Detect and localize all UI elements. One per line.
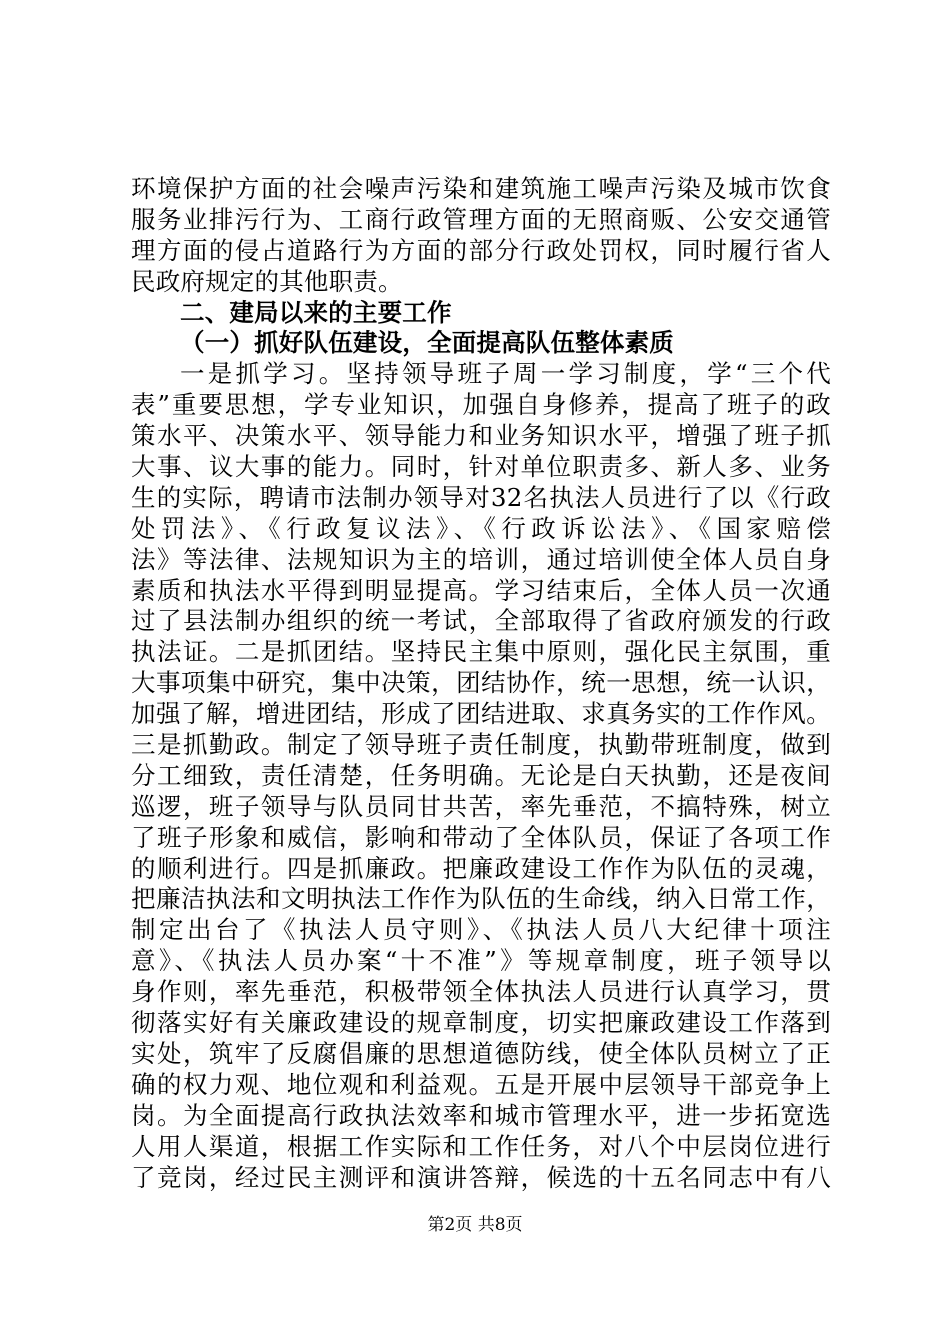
intro-paragraph xyxy=(131,174,831,298)
text-line: 服务业排污行为、工商行政管理方面的无照商贩、公安交通管 xyxy=(131,204,831,234)
text-line: 执法证。二是抓团结。坚持民主集中原则，强化民主氛围，重 xyxy=(131,637,831,667)
text-line: 大事、议大事的能力。同时，针对单位职责多、新人多、业务 xyxy=(131,452,831,482)
text-line: 环境保护方面的社会噪声污染和建筑施工噪声污染及城市饮食 xyxy=(131,174,831,203)
subsection-heading: （一）抓好队伍建设，全面提高队伍整体素质 xyxy=(180,328,674,358)
text-line: 的顺利进行。四是抓廉政。把廉政建设工作作为队伍的灵魂， xyxy=(131,853,831,883)
text-line: 确的权力观、地位观和利益观。五是开展中层领导干部竞争上 xyxy=(131,1069,831,1099)
text-line: 身作则，率先垂范，积极带领全体执法人员进行认真学习，贯 xyxy=(131,977,831,1007)
text-line: 三是抓勤政。制定了领导班子责任制度，执勤带班制度，做到 xyxy=(131,730,831,760)
text-line: 了竞岗，经过民主测评和演讲答辩，候选的十五名同志中有八 xyxy=(131,1162,831,1192)
page-number-footer: 第2页 共8页 xyxy=(427,1215,523,1235)
text-line: 生的实际，聘请市法制办领导对32名执法人员进行了以《行政 xyxy=(131,482,831,512)
body-paragraph xyxy=(131,359,831,1193)
text-line: 意》、《执法人员办案“十不准”》等规章制度，班子领导以 xyxy=(131,946,831,976)
text-line: 一是抓学习。坚持领导班子周一学习制度，学“三个代 xyxy=(180,359,831,389)
text-line: 民政府规定的其他职责。 xyxy=(131,266,403,296)
text-line: 素质和执法水平得到明显提高。学习结束后，全体人员一次通 xyxy=(131,575,831,605)
text-line: 彻落实好有关廉政建设的规章制度，切实把廉政建设工作落到 xyxy=(131,1008,831,1038)
text-line: 大事项集中研究，集中决策，团结协作，统一思想，统一认识， xyxy=(131,668,831,698)
text-line: 处罚法》、《行政复议法》、《行政诉讼法》、《国家赔偿 xyxy=(131,513,831,543)
text-line: 制定出台了《执法人员守则》、《执法人员八大纪律十项注 xyxy=(131,915,831,945)
text-line: 策水平、决策水平、领导能力和业务知识水平，增强了班子抓 xyxy=(131,421,831,451)
text-line: 分工细致，责任清楚，任务明确。无论是白天执勤，还是夜间 xyxy=(131,760,831,790)
text-line: 过了县法制办组织的统一考试，全部取得了省政府颁发的行政 xyxy=(131,606,831,636)
text-line: 实处，筑牢了反腐倡廉的思想道德防线，使全体队员树立了正 xyxy=(131,1038,831,1068)
text-line: 人用人渠道，根据工作实际和工作任务，对八个中层岗位进行 xyxy=(131,1131,831,1161)
text-line: 巡逻，班子领导与队员同甘共苦，率先垂范，不搞特殊，树立 xyxy=(131,791,831,821)
text-line: 表”重要思想，学专业知识，加强自身修养，提高了班子的政 xyxy=(131,390,831,420)
text-line: 加强了解，增进团结，形成了团结进取、求真务实的工作作风。 xyxy=(131,699,831,729)
text-line: 理方面的侵占道路行为方面的部分行政处罚权，同时履行省人 xyxy=(131,235,831,265)
text-line: 把廉洁执法和文明执法工作作为队伍的生命线，纳入日常工作， xyxy=(131,884,831,914)
text-line: 岗。为全面提高行政执法效率和城市管理水平，进一步拓宽选 xyxy=(131,1100,831,1130)
section-heading: 二、建局以来的主要工作 xyxy=(180,297,452,327)
text-line: 法》等法律、法规知识为主的培训，通过培训使全体人员自身 xyxy=(131,544,831,574)
text-line: 了班子形象和威信，影响和带动了全体队员，保证了各项工作 xyxy=(131,822,831,852)
document-body xyxy=(131,174,831,1193)
